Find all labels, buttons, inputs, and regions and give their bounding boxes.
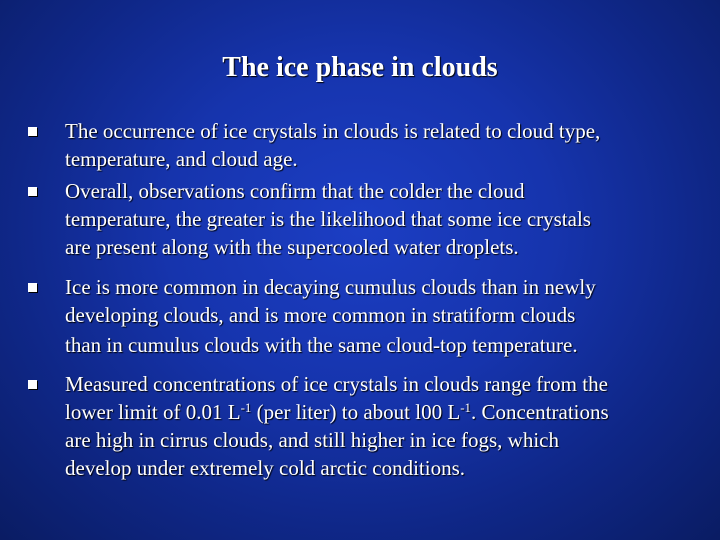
bullet-3-line-2: developing clouds, and is more common in stratiform clouds <box>65 303 576 327</box>
bullet-2-line-1: Overall, observations confirm that the colder the cloud <box>65 179 525 203</box>
bullet-text-1 <box>65 117 695 173</box>
bullet-4-line-4: develop under extremely cold arctic conditions. <box>65 456 466 480</box>
bullet-1-line-2: temperature, and cloud age. <box>65 147 298 171</box>
bullet-text-2 <box>65 177 695 261</box>
square-bullet-icon <box>28 380 37 389</box>
bullet-2-line-3: are present along with the supercooled water droplets. <box>65 235 519 259</box>
square-bullet-icon <box>28 127 37 136</box>
bullet-2-line-2: temperature, the greater is the likelihood that some ice crystals <box>65 207 591 231</box>
slide-title: The ice phase in clouds <box>222 52 498 83</box>
bullet-4-line-3: are high in cirrus clouds, and still higher in ice fogs, which <box>65 428 559 452</box>
bullet-3-line-1: Ice is more common in decaying cumulus clouds than in newly <box>65 275 596 299</box>
bullet-text-3 <box>65 273 695 362</box>
bullet-4-line-2-part-c: . Concentrations <box>471 400 609 424</box>
square-bullet-icon <box>28 283 37 292</box>
bullet-4-line-2-part-a: lower limit of 0.01 L <box>65 400 241 424</box>
bullet-3-line-3: than in cumulus clouds with the same cloud-top temperature. <box>65 333 578 357</box>
superscript-minus-one: -1 <box>240 400 252 415</box>
bullet-4-line-2-part-b: (per liter) to about l00 L <box>251 400 461 424</box>
bullet-text-4 <box>65 370 695 482</box>
superscript-minus-one: -1 <box>460 400 472 415</box>
bullet-4-line-1: Measured concentrations of ice crystals in clouds range from the <box>65 372 608 396</box>
square-bullet-icon <box>28 187 37 196</box>
bullet-4-line-2 <box>65 398 695 426</box>
bullet-1-line-1: The occurrence of ice crystals in clouds is related to cloud type, <box>65 119 601 143</box>
